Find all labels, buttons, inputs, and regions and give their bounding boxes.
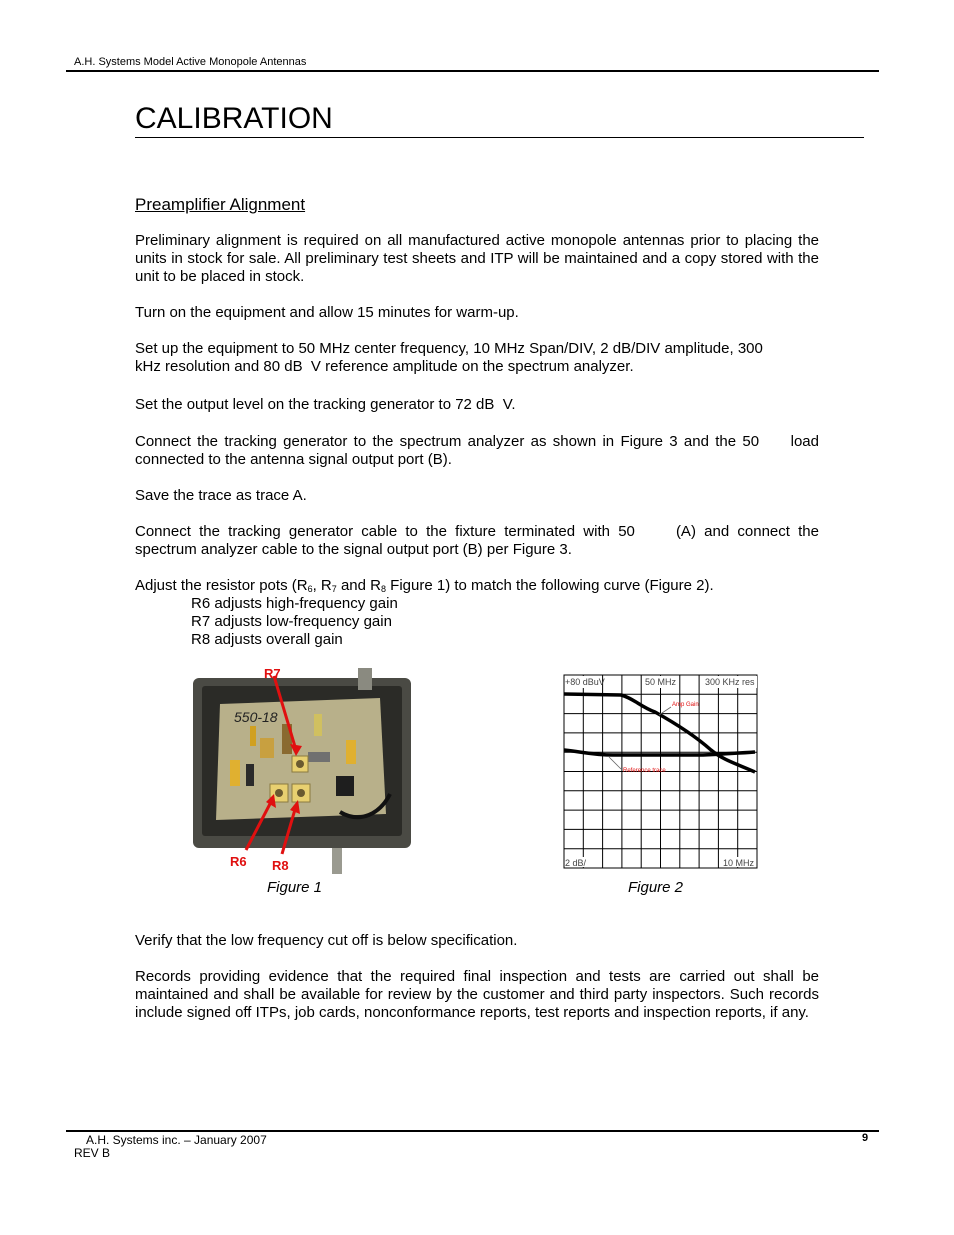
paragraph-warm-up: Turn on the equipment and allow 15 minutes for warm-up.	[135, 304, 519, 321]
paragraph-connect-tracking-line2: connected to the antenna signal output port (B).	[135, 451, 452, 468]
header-rule	[66, 70, 879, 72]
ic-chip-icon	[336, 776, 354, 796]
figure-1-caption: Figure 1	[267, 879, 323, 896]
trim-pot-r7-screw-icon	[296, 760, 304, 768]
paragraph-connect-tracking-line1: Connect the tracking generator to the spectrum analyzer as shown in Figure 3 and the 50 load	[135, 433, 819, 450]
component-icon	[260, 738, 274, 758]
figure-2-caption: Figure 2	[628, 879, 684, 896]
component-icon	[314, 714, 322, 736]
section-heading: Preamplifier Alignment	[135, 195, 306, 214]
footer-company-date: A.H. Systems inc. – January 2007	[86, 1133, 267, 1147]
label-r8: R8	[272, 858, 289, 873]
component-icon	[246, 764, 254, 786]
bottom-connector-icon	[332, 848, 342, 874]
paragraph-preliminary-alignment: Preliminary alignment is required on all manufactured active monopole antennas prior to placing the units in stock for sale. All preliminary test sheets and ITP will be maintained and a copy stored with the unit to be placed in stock.	[135, 232, 819, 285]
title-rule	[135, 137, 864, 138]
trim-pot-r6-screw-icon	[275, 789, 283, 797]
page-number: 9	[862, 1132, 869, 1144]
capacitor-icon	[346, 740, 356, 764]
figure-2-analyzer-screen	[563, 674, 758, 870]
paragraph-output-level: Set the output level on the tracking generator to 72 dB V.	[135, 396, 516, 413]
paragraph-verify-cutoff: Verify that the low frequency cut off is below specification.	[135, 932, 518, 949]
paragraph-save-trace: Save the trace as trace A.	[135, 487, 307, 504]
capacitor-icon	[230, 760, 240, 786]
resolution-label: 300 KHz res	[705, 677, 755, 687]
running-header: A.H. Systems Model Active Monopole Antennas	[74, 56, 307, 68]
board-marking: 550-18	[234, 709, 278, 725]
adjust-text-b: , R	[312, 577, 332, 594]
adjust-sub-7: 7	[331, 584, 337, 594]
paragraph-setup-line1: Set up the equipment to 50 MHz center frequency, 10 MHz Span/DIV, 2 dB/DIV amplitude, 300	[135, 340, 763, 357]
paragraph-connect-fixture-line2: spectrum analyzer cable to the signal output port (B) per Figure 3.	[135, 541, 572, 558]
page-title: CALIBRATION	[135, 102, 333, 135]
footer-rule	[66, 1130, 879, 1132]
figure-1-photo	[190, 664, 420, 876]
list-item: R6 adjusts high-frequency gain	[191, 595, 398, 612]
span-div-label: 10 MHz	[723, 858, 755, 868]
adjust-text-c: and R	[336, 577, 381, 594]
center-freq-label: 50 MHz	[645, 677, 677, 687]
footer-revision: REV B	[74, 1146, 111, 1160]
amplifier-board-illustration	[190, 664, 420, 876]
list-item: R8 adjusts overall gain	[191, 631, 343, 648]
amp-gain-annotation: Amp Gain	[672, 702, 699, 708]
paragraph-setup	[135, 340, 819, 376]
paragraph-adjust-pots	[135, 577, 819, 595]
paragraph-connect-fixture-line1: Connect the tracking generator cable to the fixture terminated with 50 (A) and connect the	[135, 523, 819, 540]
list-item: R7 adjusts low-frequency gain	[191, 613, 392, 630]
paragraph-connect-fixture	[135, 523, 819, 559]
analyzer-grid	[563, 674, 758, 870]
paragraph-setup-line2: kHz resolution and 80 dB V reference amplitude on the spectrum analyzer.	[135, 358, 634, 375]
label-r6: R6	[230, 854, 247, 869]
ref-level-label: +80 dBuV	[565, 677, 605, 687]
adjust-sub-8: 8	[380, 584, 386, 594]
component-icon	[308, 752, 330, 762]
label-r7: R7	[264, 666, 281, 681]
component-icon	[250, 726, 256, 746]
rf-connector-icon	[358, 668, 372, 690]
paragraph-records: Records providing evidence that the required final inspection and tests are carried out shall be maintained and shall be available for review by the customer and third party inspectors. Such records include signed off ITPs, job cards, nonconformance reports, test reports and inspection reports, if any.	[135, 968, 819, 1021]
amplitude-div-label: 2 dB/	[565, 858, 587, 868]
reference-trace-annotation: Reference trace	[623, 768, 666, 774]
adjust-text-a: Adjust the resistor pots (R	[135, 577, 308, 594]
trim-pot-r8-screw-icon	[297, 789, 305, 797]
adjust-sub-6: 6	[307, 584, 313, 594]
paragraph-connect-tracking	[135, 433, 819, 469]
adjust-text-d: Figure 1) to match the following curve (Figure 2).	[386, 577, 714, 594]
